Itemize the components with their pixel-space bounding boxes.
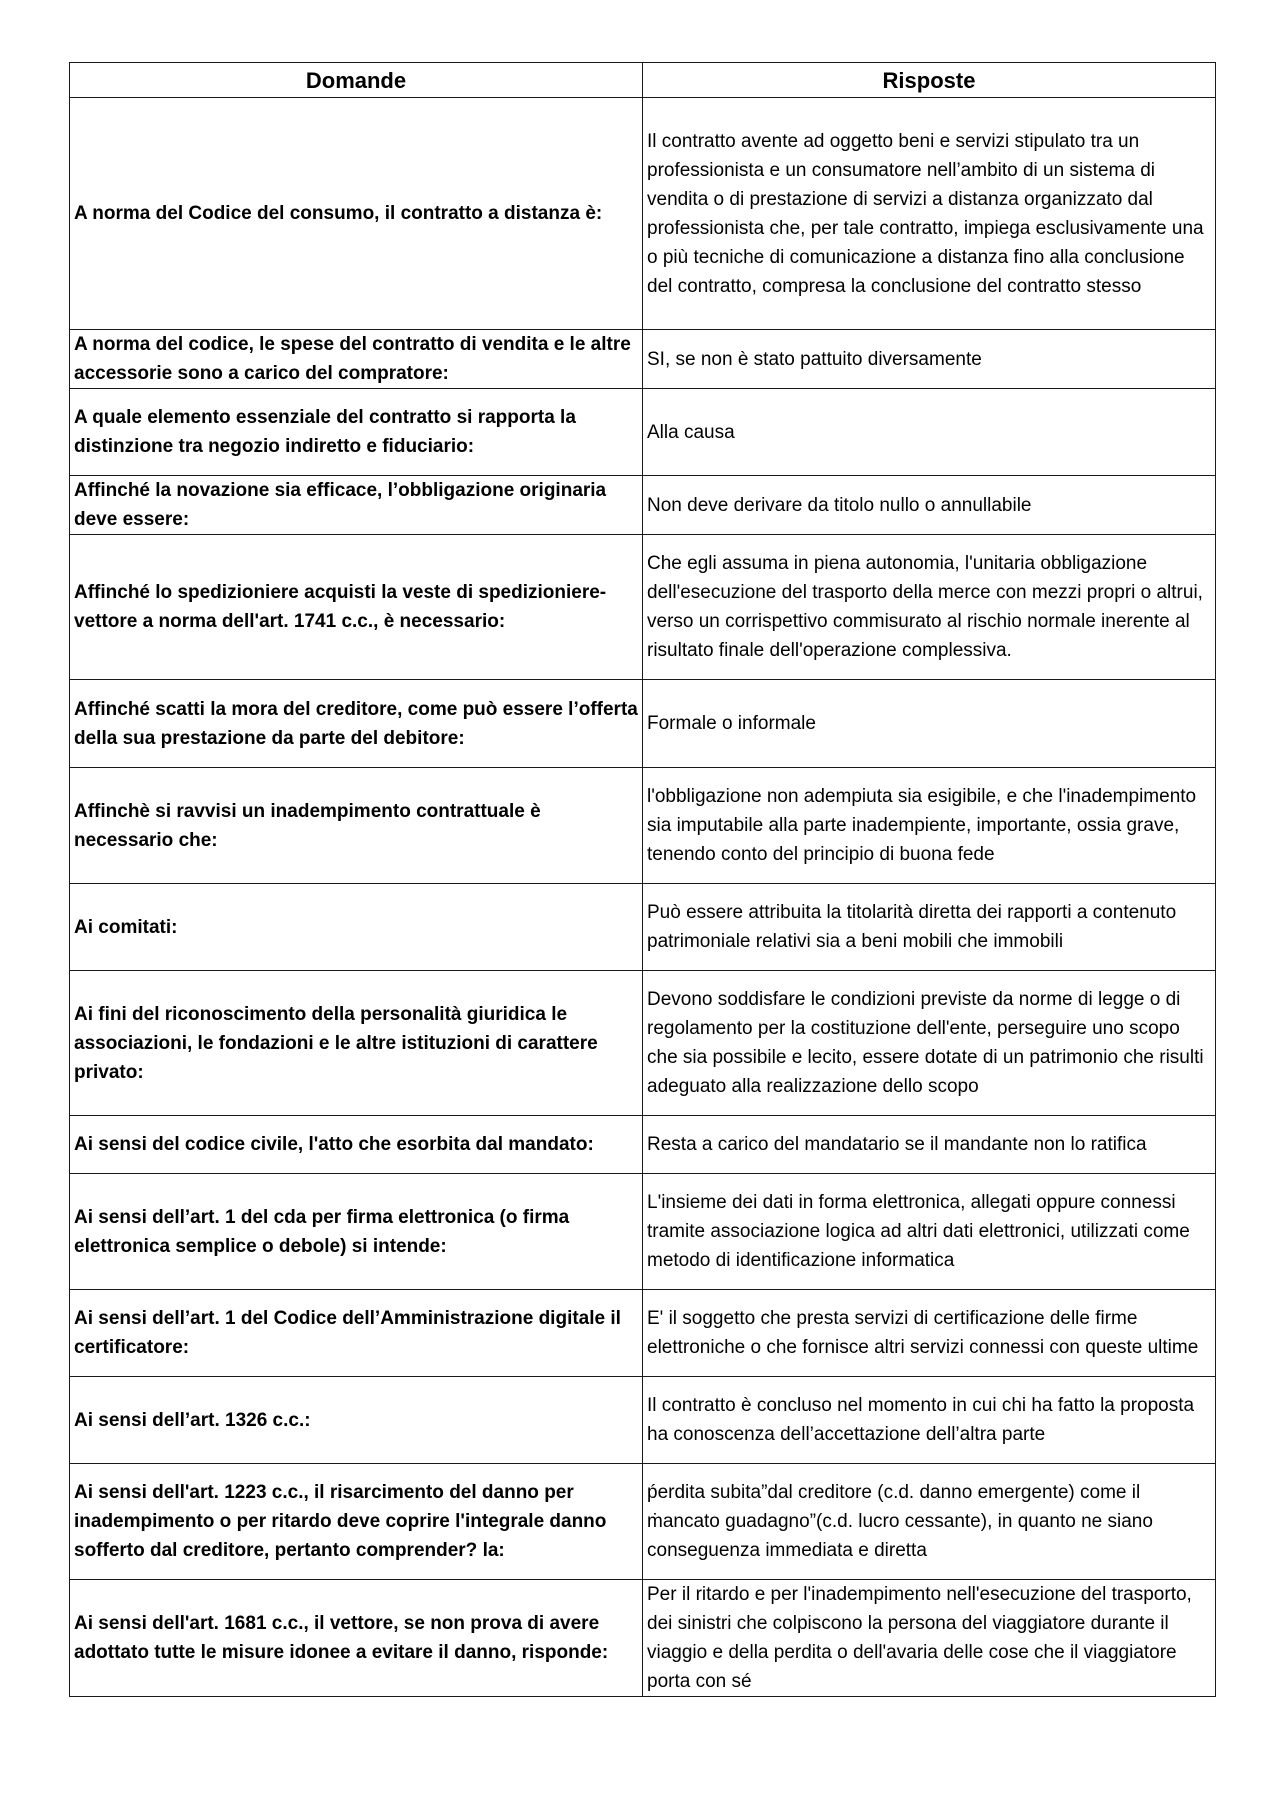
header-question: Domande — [70, 63, 643, 98]
table-row — [70, 535, 1216, 680]
table-row — [70, 98, 1216, 330]
answer-cell: ṕerdita subita”dal creditore (c.d. danno emergente) come il ṁancato guadagno”(c.d. lucro cessante), in quanto ne siano conseguenza immediata e diretta — [643, 1464, 1216, 1580]
question-cell: A norma del Codice del consumo, il contratto a distanza è: — [70, 98, 643, 330]
question-cell: Affinché lo spedizioniere acquisti la veste di spedizioniere-vettore a norma dell'art. 1741 c.c., è necessario: — [70, 535, 643, 680]
table-row — [70, 1116, 1216, 1174]
question-cell: A quale elemento essenziale del contratto si rapporta la distinzione tra negozio indiretto e fiduciario: — [70, 389, 643, 476]
question-cell: Affinchè si ravvisi un inadempimento contrattuale è necessario che: — [70, 768, 643, 884]
table-row — [70, 768, 1216, 884]
answer-cell: E' il soggetto che presta servizi di certificazione delle firme elettroniche o che fornisce altri servizi connessi con queste ultime — [643, 1290, 1216, 1377]
header-row — [70, 63, 1216, 98]
table-row — [70, 1580, 1216, 1697]
question-cell: Ai sensi dell’art. 1326 c.c.: — [70, 1377, 643, 1464]
question-cell: Ai comitati: — [70, 884, 643, 971]
answer-cell: Che egli assuma in piena autonomia, l'unitaria obbligazione dell'esecuzione del trasporto della merce con mezzi propri o altrui, verso un corrispettivo commisurato al rischio normale inerente al risultato finale dell'operazione complessiva. — [643, 535, 1216, 680]
table-row — [70, 330, 1216, 389]
answer-cell: Per il ritardo e per l'inadempimento nell'esecuzione del trasporto, dei sinistri che colpiscono la persona del viaggiatore durante il viaggio e della perdita o dell'avaria delle cose che il viaggiatore porta con sé — [643, 1580, 1216, 1697]
question-cell: Ai sensi dell'art. 1681 c.c., il vettore, se non prova di avere adottato tutte le misure idonee a evitare il danno, risponde: — [70, 1580, 643, 1697]
answer-cell: Alla causa — [643, 389, 1216, 476]
table-row — [70, 389, 1216, 476]
question-cell: A norma del codice, le spese del contratto di vendita e le altre accessorie sono a carico del compratore: — [70, 330, 643, 389]
question-cell: Affinché la novazione sia efficace, l’obbligazione originaria deve essere: — [70, 476, 643, 535]
answer-cell: Il contratto è concluso nel momento in cui chi ha fatto la proposta ha conoscenza dell’accettazione dell’altra parte — [643, 1377, 1216, 1464]
table-row — [70, 1290, 1216, 1377]
table-row — [70, 1174, 1216, 1290]
question-cell: Ai sensi del codice civile, l'atto che esorbita dal mandato: — [70, 1116, 643, 1174]
answer-cell: Il contratto avente ad oggetto beni e servizi stipulato tra un professionista e un consumatore nell’ambito di un sistema di vendita o di prestazione di servizi a distanza organizzato dal professionista che, per tale contratto, impiega esclusivamente una o più tecniche di comunicazione a distanza fino alla conclusione del contratto, compresa la conclusione del contratto stesso — [643, 98, 1216, 330]
answer-cell: L'insieme dei dati in forma elettronica, allegati oppure connessi tramite associazione logica ad altri dati elettronici, utilizzati come metodo di identificazione informatica — [643, 1174, 1216, 1290]
table-row — [70, 971, 1216, 1116]
answer-cell: Devono soddisfare le condizioni previste da norme di legge o di regolamento per la costituzione dell'ente, perseguire uno scopo che sia possibile e lecito, essere dotate di un patrimonio che risulti adeguato alla realizzazione dello scopo — [643, 971, 1216, 1116]
answer-cell: Non deve derivare da titolo nullo o annullabile — [643, 476, 1216, 535]
question-cell: Ai sensi dell’art. 1 del Codice dell’Amministrazione digitale il certificatore: — [70, 1290, 643, 1377]
answer-cell: SI, se non è stato pattuito diversamente — [643, 330, 1216, 389]
answer-cell: Resta a carico del mandatario se il mandante non lo ratifica — [643, 1116, 1216, 1174]
table-row — [70, 884, 1216, 971]
question-cell: Ai sensi dell'art. 1223 c.c., il risarcimento del danno per inadempimento o per ritardo deve coprire l'integrale danno sofferto dal creditore, pertanto comprender? la: — [70, 1464, 643, 1580]
qa-table — [69, 62, 1216, 1697]
question-cell: Affinché scatti la mora del creditore, come può essere l’offerta della sua prestazione da parte del debitore: — [70, 680, 643, 768]
answer-cell: l'obbligazione non adempiuta sia esigibile, e che l'inadempimento sia imputabile alla parte inadempiente, importante, ossia grave, tenendo conto del principio di buona fede — [643, 768, 1216, 884]
question-cell: Ai sensi dell’art. 1 del cda per firma elettronica (o firma elettronica semplice o debole) si intende: — [70, 1174, 643, 1290]
header-answer: Risposte — [643, 63, 1216, 98]
answer-cell: Formale o informale — [643, 680, 1216, 768]
table-row — [70, 680, 1216, 768]
table-row — [70, 1377, 1216, 1464]
question-cell: Ai fini del riconoscimento della personalità giuridica le associazioni, le fondazioni e le altre istituzioni di carattere privato: — [70, 971, 643, 1116]
table-row — [70, 1464, 1216, 1580]
table-row — [70, 476, 1216, 535]
answer-cell: Può essere attribuita la titolarità diretta dei rapporti a contenuto patrimoniale relativi sia a beni mobili che immobili — [643, 884, 1216, 971]
